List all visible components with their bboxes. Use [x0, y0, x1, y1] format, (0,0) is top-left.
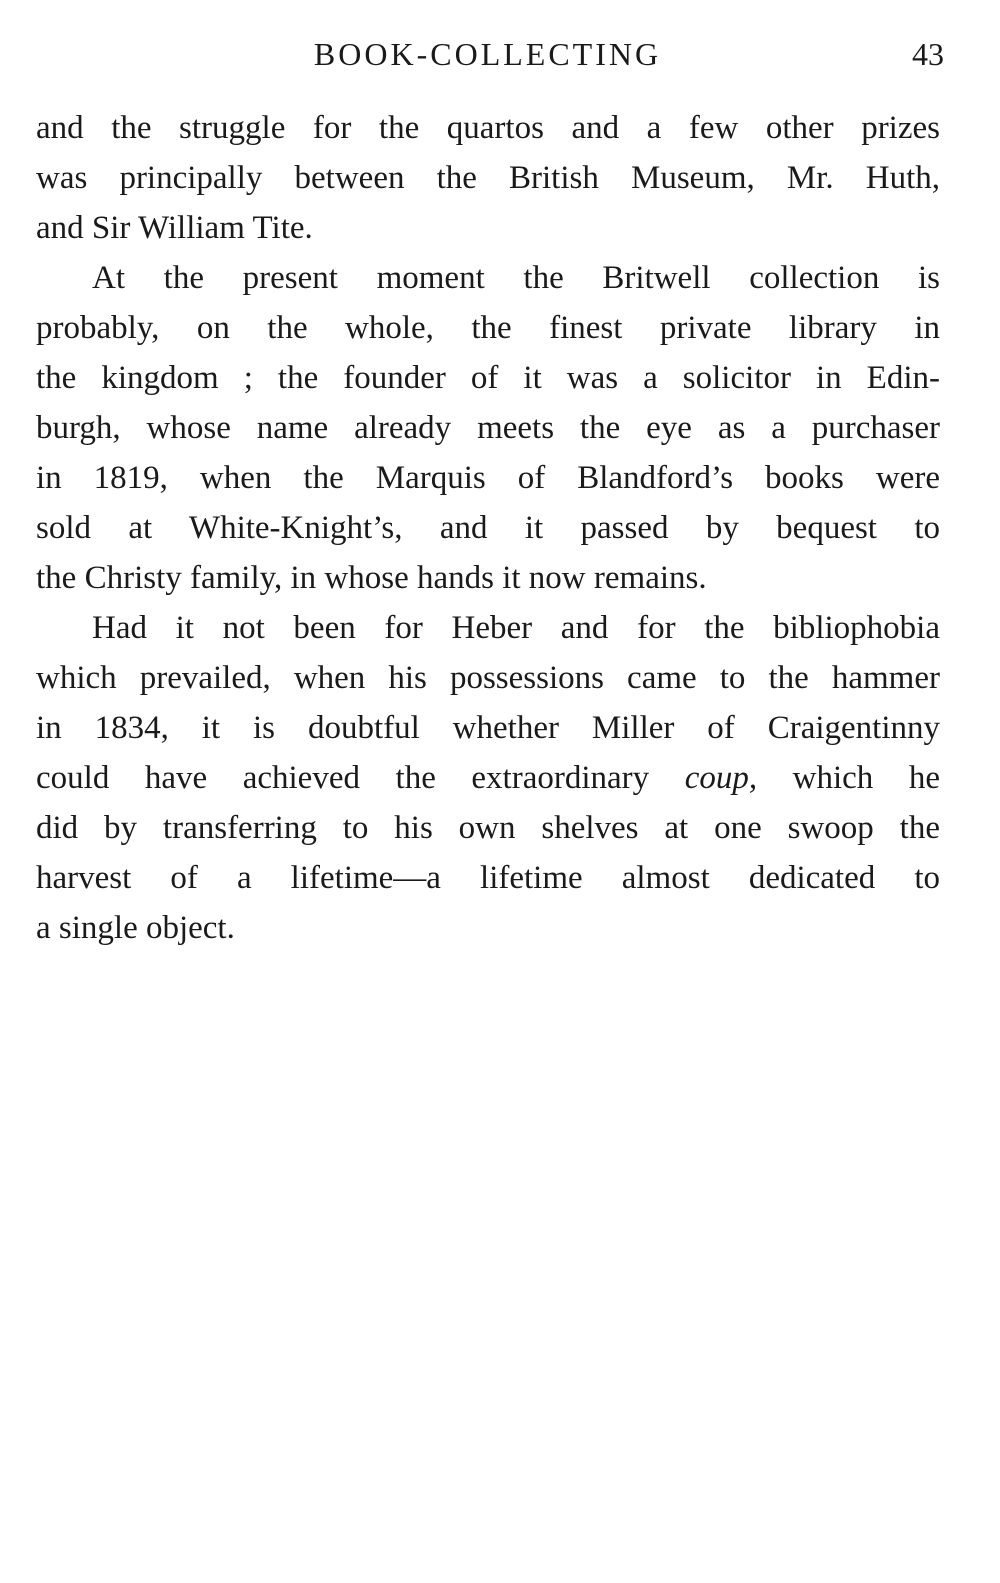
text-line: in 1834, it is doubtful whether Miller of Craigentinny — [36, 710, 940, 746]
running-head — [0, 30, 1000, 80]
paragraph-2 — [36, 253, 940, 603]
text-line: in 1819, when the Marquis of Blandford’s books were — [36, 460, 940, 496]
text-run: which he — [757, 760, 940, 796]
text-line: did by transferring to his own shelves at one swoop the — [36, 810, 940, 846]
text-line: which prevailed, when his possessions came to the hammer — [36, 660, 940, 696]
text-line-with-italic — [36, 753, 940, 803]
text-line: the kingdom ; the founder of it was a solicitor in Edin- — [36, 360, 940, 396]
text-line: harvest of a lifetime—a lifetime almost dedicated to — [36, 860, 940, 896]
text-line: was principally between the British Museum, Mr. Huth, — [36, 160, 940, 196]
text-run: could have achieved the extraordinary — [36, 760, 685, 796]
text-line: burgh, whose name already meets the eye as a purchaser — [36, 410, 940, 446]
text-line: sold at White-Knight’s, and it passed by bequest to — [36, 510, 940, 546]
body-text — [36, 103, 940, 953]
text-line: the Christy family, in whose hands it now remains. — [36, 560, 707, 596]
italic-word: coup, — [684, 760, 758, 796]
text-line: probably, on the whole, the finest private library in — [36, 310, 940, 346]
paragraph-3 — [36, 603, 940, 953]
text-line: a single object. — [36, 910, 235, 946]
text-line: and Sir William Tite. — [36, 210, 313, 246]
text-line: At the present moment the Britwell collection is — [92, 260, 940, 296]
page-number: 43 — [912, 36, 944, 72]
paragraph-1 — [36, 103, 940, 253]
text-line: Had it not been for Heber and for the bibliophobia — [92, 610, 940, 646]
running-title: BOOK-COLLECTING — [313, 36, 662, 72]
text-line: and the struggle for the quartos and a few other prizes — [36, 110, 940, 146]
